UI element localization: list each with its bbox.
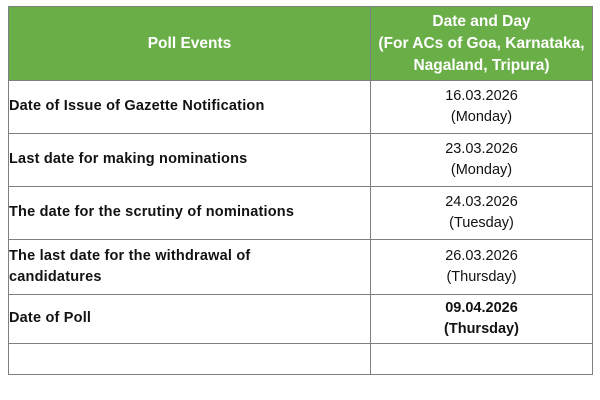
- cell-date-value: 26.03.2026: [445, 247, 518, 264]
- column-header-line-2: (For ACs of Goa, Karnataka,: [378, 34, 585, 52]
- cell-event: [9, 344, 371, 375]
- table-row: [9, 240, 593, 295]
- cell-event: Date of Poll: [9, 295, 371, 344]
- cell-day-value: (Thursday): [444, 321, 519, 337]
- cell-date: [371, 344, 593, 375]
- cell-date: [371, 240, 593, 295]
- cell-event: [9, 240, 371, 295]
- page-bottom-clip: [0, 394, 600, 400]
- cell-date: [371, 295, 593, 344]
- cell-day-value: (Thursday): [446, 269, 517, 285]
- cell-date-value: 23.03.2026: [445, 140, 518, 157]
- poll-schedule-table: [8, 6, 593, 375]
- cell-date: [371, 187, 593, 240]
- table-row: [9, 344, 593, 375]
- cell-date-value: 09.04.2026: [445, 299, 518, 316]
- table-header-row: [9, 7, 593, 81]
- cell-date: [371, 134, 593, 187]
- table-row: [9, 81, 593, 134]
- cell-day-value: (Tuesday): [449, 215, 514, 231]
- cell-day-value: (Monday): [450, 162, 513, 178]
- column-header-line-3: Nagaland, Tripura): [413, 56, 550, 74]
- cell-event-line-2: candidatures: [9, 269, 102, 285]
- table-row: [9, 295, 593, 344]
- table-row: [9, 134, 593, 187]
- column-header-date-and-day: [371, 7, 593, 81]
- cell-date-value: 24.03.2026: [445, 193, 518, 210]
- cell-date-value: 16.03.2026: [445, 87, 518, 104]
- cell-event: The date for the scrutiny of nominations: [9, 187, 371, 240]
- cell-event-line-1: The last date for the withdrawal of: [9, 247, 251, 264]
- cell-event: Date of Issue of Gazette Notification: [9, 81, 371, 134]
- table-row: [9, 187, 593, 240]
- cell-event: Last date for making nominations: [9, 134, 371, 187]
- cell-date: [371, 81, 593, 134]
- column-header-poll-events: Poll Events: [9, 7, 371, 81]
- cell-day-value: (Monday): [450, 109, 513, 125]
- column-header-line-1: Date and Day: [432, 12, 531, 30]
